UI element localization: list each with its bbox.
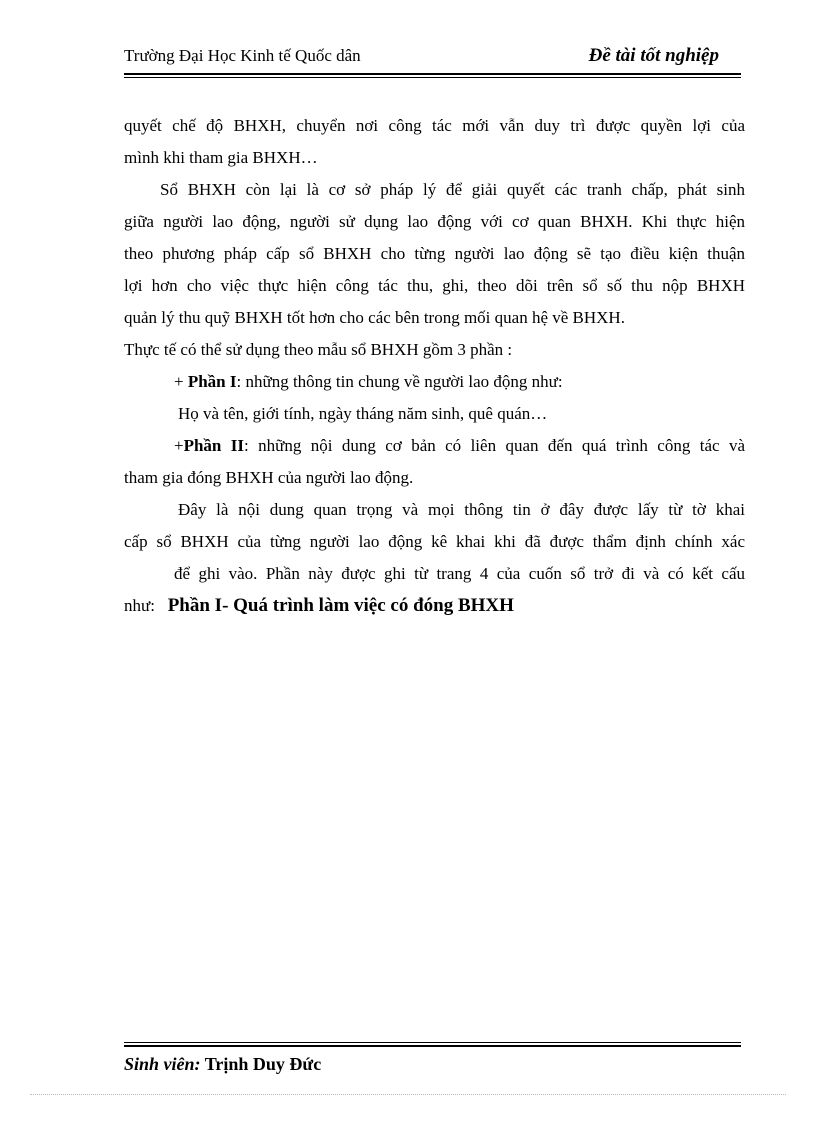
footer-rule [124,1042,741,1047]
footer-student-name: Trịnh Duy Đức [200,1054,322,1074]
part-one-line [124,368,745,400]
paragraph-line: để ghi vào. Phần này được ghi từ trang 4 của cuốn sổ trở đi và có kết cấu [174,564,745,583]
section-heading: Phần I- Quá trình làm việc có đóng BHXH [167,595,514,616]
header-thesis-title: Đề tài tốt nghiệp [588,45,719,66]
part-two-text: : những nội dung cơ bản có liên quan đến quá trình công tác và [244,436,745,455]
page-edge-dots [30,1094,786,1095]
part-two-prefix: + [174,436,184,455]
paragraph-line: Sổ BHXH còn lại là cơ sở pháp lý để giải quyết các tranh chấp, phát sinh [160,180,745,199]
paragraph-line: Họ và tên, giới tính, ngày tháng năm sinh, quê quán… [178,404,548,423]
part-two-line [124,432,745,464]
document-body [124,112,745,624]
paragraph-line: Đây là nội dung quan trọng và mọi thông tin ở đây được lấy từ tờ khai [178,500,745,519]
paragraph-line: lợi hơn cho việc thực hiện công tác thu, ghi, theo dõi trên sổ số thu nộp BHXH [124,276,745,295]
paragraph-line: Thực tế có thể sử dụng theo mẫu sổ BHXH gồm 3 phần : [124,340,513,359]
paragraph-line: cấp sổ BHXH của từng người lao động kê khai khi đã được thẩm định chính xác [124,532,745,551]
paragraph-line: tham gia đóng BHXH của người lao động. [124,468,414,487]
section-heading-prefix: như: [124,596,168,615]
part-one-prefix: + [174,372,188,391]
paragraph-line: giữa người lao động, người sử dụng lao động với cơ quan BHXH. Khi thực hiện [124,212,745,231]
header-rule [124,73,741,78]
header-university: Trường Đại Học Kinh tế Quốc dân [124,46,361,65]
paragraph-line: theo phương pháp cấp sổ BHXH cho từng người lao động sẽ tạo điều kiện thuận [124,244,745,263]
page-header [124,44,741,68]
footer-label: Sinh viên: [124,1054,201,1074]
section-heading-line [124,592,745,624]
page-footer [124,1054,321,1075]
paragraph-line: quản lý thu quỹ BHXH tốt hơn cho các bên trong mối quan hệ về BHXH. [124,308,625,327]
paragraph-line: mình khi tham gia BHXH… [124,148,318,167]
part-one-text: : những thông tin chung về người lao động như: [236,372,563,391]
paragraph-line: quyết chế độ BHXH, chuyển nơi công tác mới vẫn duy trì được quyền lợi của [124,116,745,135]
part-two-label: Phần II [183,436,245,455]
part-one-label: Phần I [187,372,237,391]
